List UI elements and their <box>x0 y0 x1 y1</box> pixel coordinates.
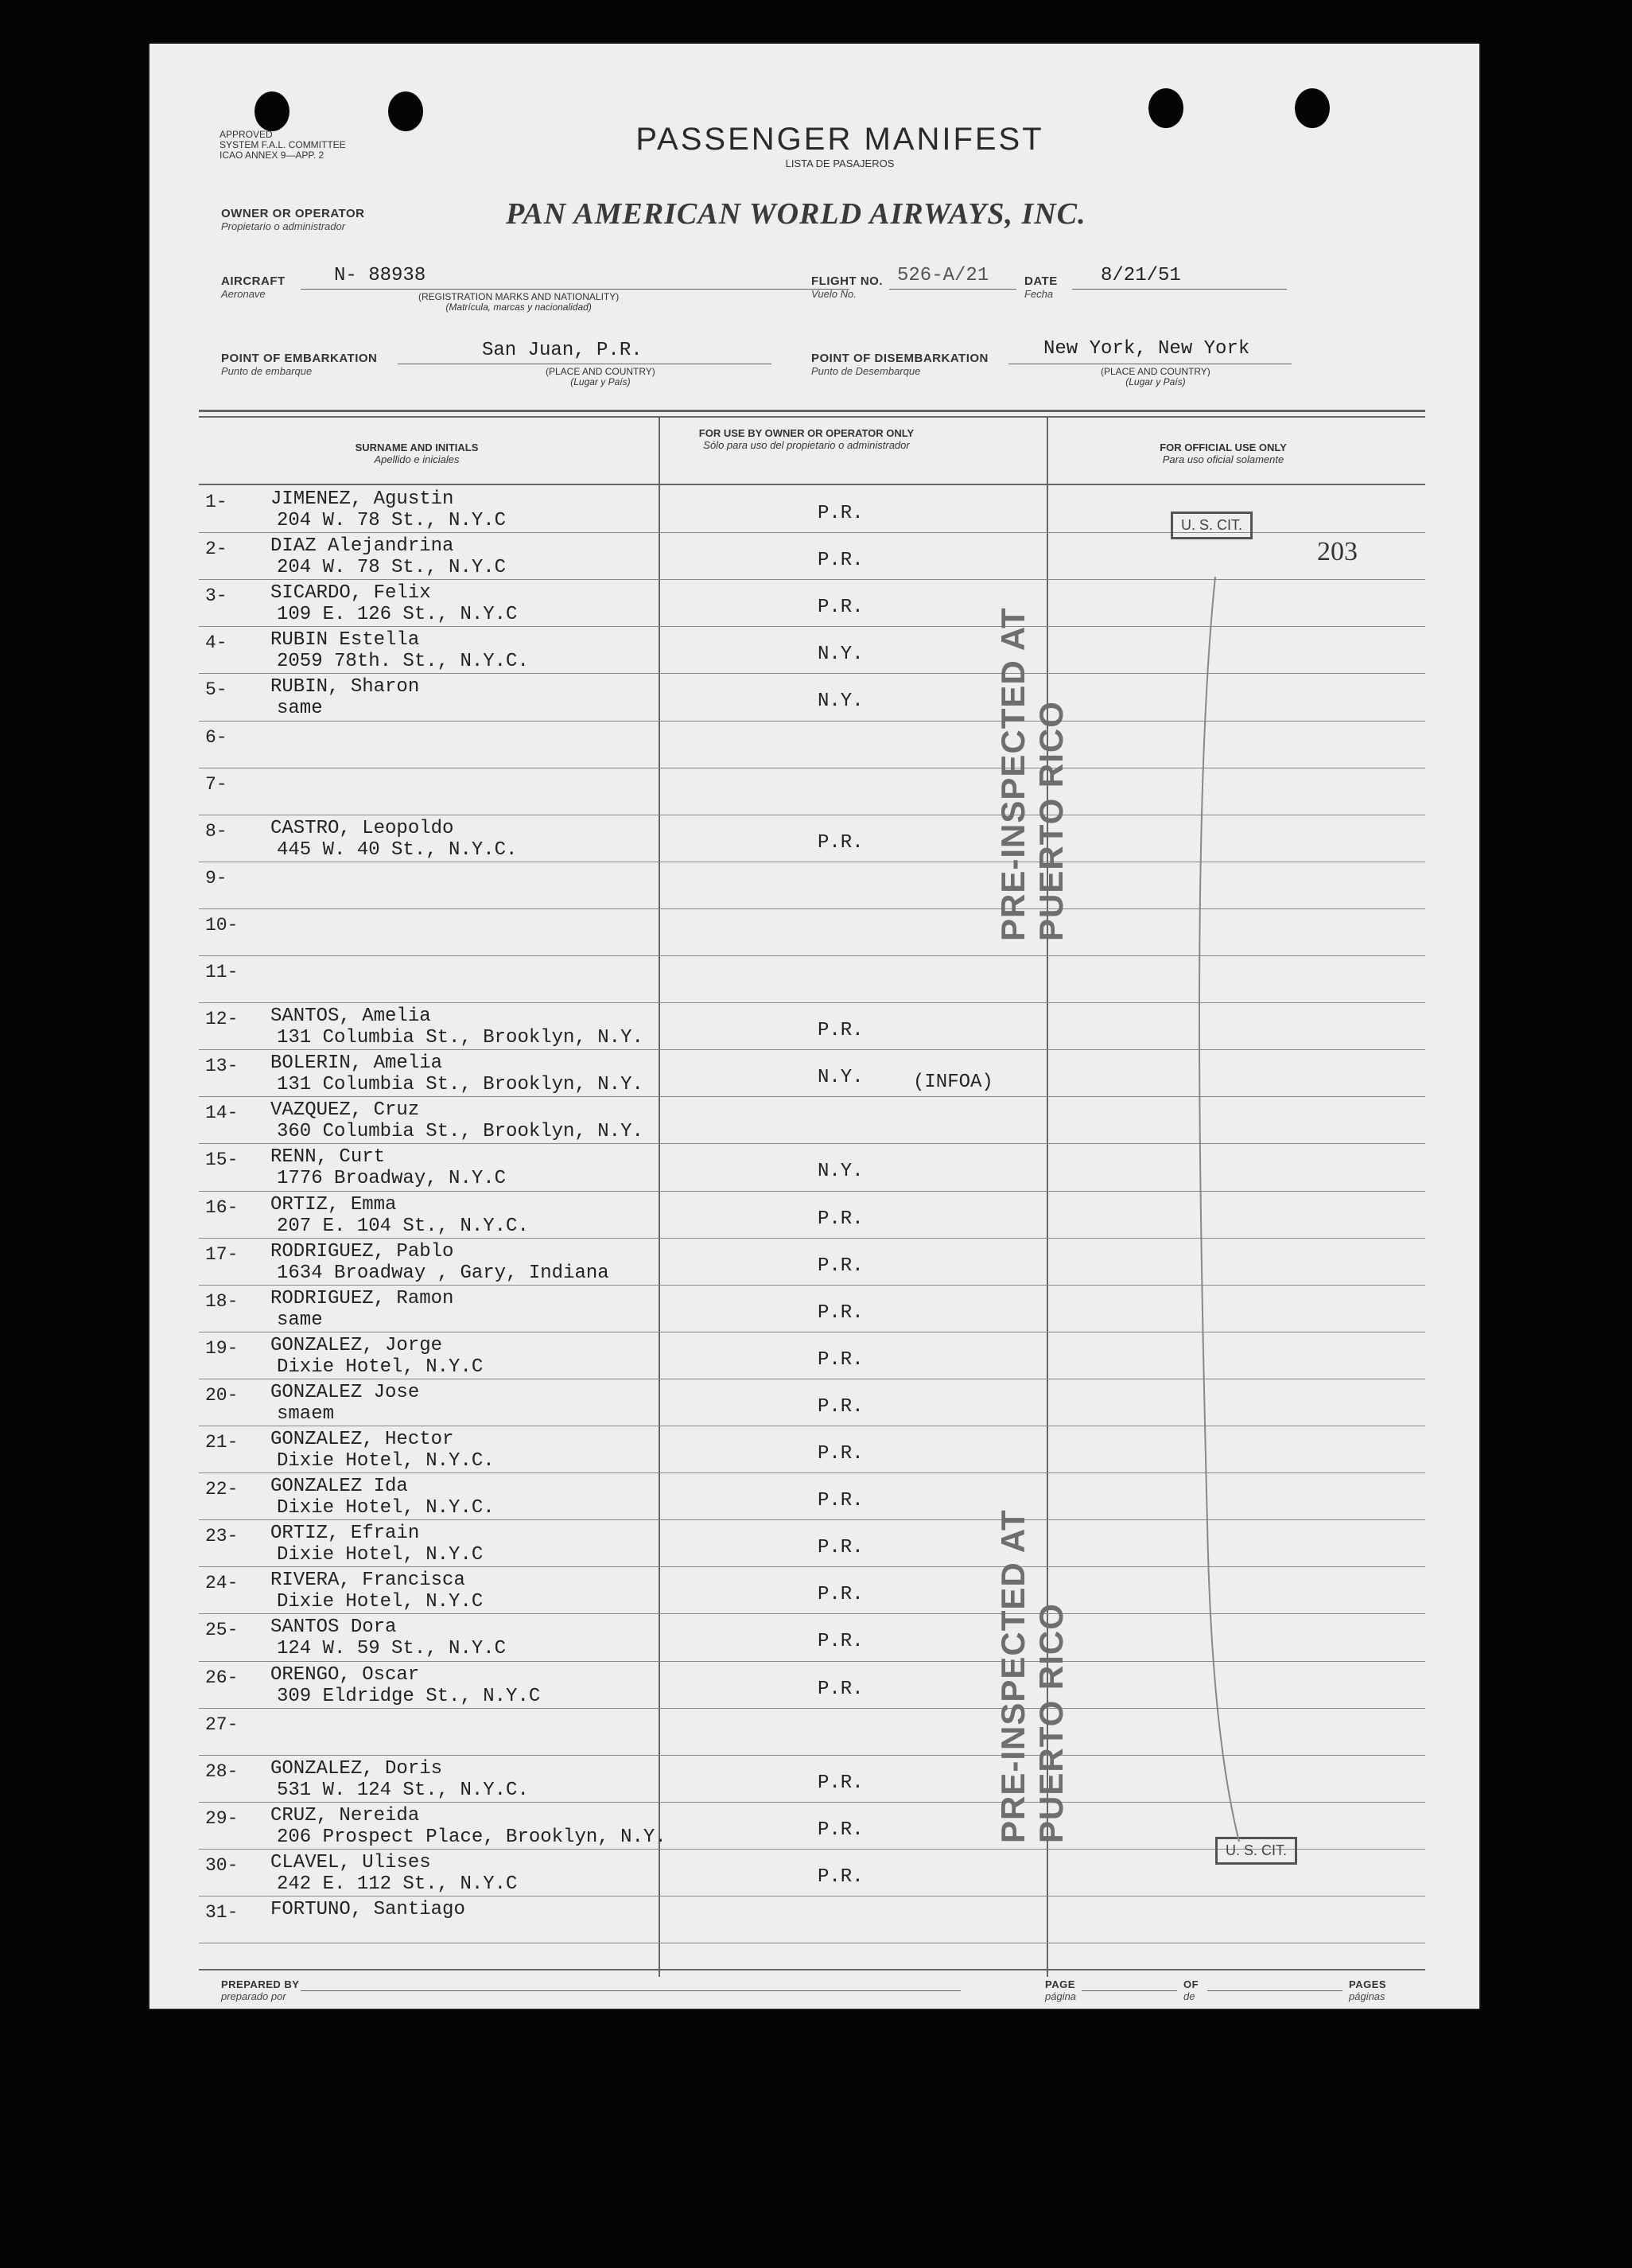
row-number: 24- <box>205 1573 239 1594</box>
aircraft-label <box>221 274 286 300</box>
page-label-text: PAGE <box>1045 1978 1075 1990</box>
row-number: 8- <box>205 820 227 842</box>
operator-code: P.R. <box>818 1537 864 1559</box>
prepared-label-text: PREPARED BY <box>221 1978 300 1990</box>
col-official-title: FOR OFFICIAL USE ONLY <box>1160 442 1287 453</box>
row-number: 23- <box>205 1526 239 1547</box>
page-title <box>585 122 1094 169</box>
passenger-name: SANTOS, Amelia <box>270 1006 431 1028</box>
row-number: 1- <box>205 492 227 512</box>
passenger-address: 309 Eldridge St., N.Y.C <box>277 1685 541 1707</box>
aircraft-note <box>418 292 619 313</box>
flight-underline <box>889 289 1016 290</box>
date-label <box>1024 274 1058 300</box>
operator-code: P.R. <box>818 503 864 524</box>
date-underline <box>1072 289 1287 290</box>
row-number: 19- <box>205 1337 239 1359</box>
embark-value: San Juan, P.R. <box>482 340 643 361</box>
table-top-rule <box>199 410 1425 412</box>
passenger-address: 206 Prospect Place, Brooklyn, N.Y. <box>277 1826 666 1848</box>
row-number: 28- <box>205 1760 239 1782</box>
operator-code: P.R. <box>818 1819 864 1841</box>
operator-code: P.R. <box>818 1772 864 1794</box>
passenger-name: RODRIGUEZ, Pablo <box>270 1240 454 1262</box>
embark-note-sub: (Lugar y País) <box>570 376 631 387</box>
operator-code: P.R. <box>818 1631 864 1653</box>
row-number: 15- <box>205 1150 239 1171</box>
punch-hole <box>388 91 423 131</box>
row-number: 5- <box>205 679 227 701</box>
disembark-value: New York, New York <box>1043 338 1250 360</box>
disembark-label-text: POINT OF DISEMBARKATION <box>811 352 989 365</box>
passenger-address: Dixie Hotel, N.Y.C. <box>277 1497 495 1519</box>
table-top-rule <box>199 416 1425 418</box>
passenger-address: smaem <box>277 1402 335 1425</box>
punch-hole <box>1148 88 1183 128</box>
operator-code: P.R. <box>818 1208 864 1230</box>
passenger-name: CRUZ, Nereida <box>270 1804 420 1826</box>
row-number: 17- <box>205 1243 239 1265</box>
passenger-address: 242 E. 112 St., N.Y.C <box>277 1873 518 1895</box>
preinspected-stamp: PRE-INSPECTED AT PUERTO RICO <box>994 607 1070 941</box>
operator-code: P.R. <box>818 597 864 619</box>
row-number: 26- <box>205 1667 239 1688</box>
passenger-name: RUBIN Estella <box>270 629 420 652</box>
us-cit-stamp: U. S. CIT. <box>1171 512 1253 539</box>
passenger-name: GONZALEZ Ida <box>270 1476 408 1498</box>
embark-note <box>546 367 655 387</box>
punch-hole <box>255 91 289 131</box>
operator-code: P.R. <box>818 1255 864 1277</box>
row-number: 29- <box>205 1807 239 1829</box>
disembark-label <box>811 352 989 377</box>
approval-line: APPROVED <box>220 129 273 140</box>
col-owner-sub: Sólo para uso del propietario o administrador <box>703 439 910 451</box>
passenger-address: 360 Columbia St., Brooklyn, N.Y. <box>277 1121 643 1143</box>
pages-label-sub: páginas <box>1349 1990 1385 2002</box>
approval-line: ICAO ANNEX 9—APP. 2 <box>220 150 324 161</box>
operator-code: P.R. <box>818 1301 864 1324</box>
operator-name: PAN AMERICAN WORLD AIRWAYS, INC. <box>506 197 1086 231</box>
col-owner-header <box>671 427 942 451</box>
passenger-name: ORTIZ, Efrain <box>270 1523 420 1545</box>
operator-code: P.R. <box>818 1490 864 1512</box>
passenger-name: FORTUNO, Santiago <box>270 1899 465 1920</box>
column-divider <box>659 418 660 1977</box>
flight-label-text: FLIGHT NO. <box>811 274 883 288</box>
us-cit-stamp: U. S. CIT. <box>1215 1837 1297 1865</box>
passenger-name: GONZALEZ Jose <box>270 1381 420 1403</box>
pages-label-text: PAGES <box>1349 1978 1387 1990</box>
operator-code: N.Y. <box>818 1067 864 1089</box>
approval-block <box>220 130 346 161</box>
passenger-name: RODRIGUEZ, Ramon <box>270 1287 454 1309</box>
date-value: 8/21/51 <box>1101 265 1181 286</box>
passenger-address: Dixie Hotel, N.Y.C <box>277 1591 484 1613</box>
passenger-name: GONZALEZ, Doris <box>270 1757 443 1780</box>
date-label-text: DATE <box>1024 274 1058 288</box>
col-surname-header <box>218 442 616 465</box>
row-number: 14- <box>205 1103 239 1124</box>
operator-code: P.R. <box>818 1584 864 1606</box>
aircraft-underline <box>301 289 849 290</box>
col-surname-sub: Apellido e iniciales <box>374 453 460 465</box>
row-number: 12- <box>205 1009 239 1030</box>
passenger-address: 445 W. 40 St., N.Y.C. <box>277 838 518 861</box>
operator-code: P.R. <box>818 1020 864 1042</box>
passenger-name: CLAVEL, Ulises <box>270 1851 431 1873</box>
disembark-note-text: (PLACE AND COUNTRY) <box>1101 366 1210 377</box>
row-number: 30- <box>205 1854 239 1876</box>
row-number: 7- <box>205 773 227 795</box>
header-divider <box>199 484 1425 485</box>
flight-label-sub: Vuelo No. <box>811 288 857 300</box>
row-number: 10- <box>205 914 239 936</box>
operator-code: N.Y. <box>818 644 864 666</box>
passenger-address: Dixie Hotel, N.Y.C. <box>277 1450 495 1472</box>
disembark-note-sub: (Lugar y País) <box>1125 376 1186 387</box>
manifest-sheet <box>150 44 1479 2009</box>
row-number: 18- <box>205 1290 239 1312</box>
passenger-address: 131 Columbia St., Brooklyn, N.Y. <box>277 1027 643 1049</box>
passenger-address: Dixie Hotel, N.Y.C <box>277 1356 484 1378</box>
operator-code: P.R. <box>818 831 864 854</box>
operator-code: P.R. <box>818 1865 864 1888</box>
col-official-header <box>1064 442 1382 465</box>
approval-line: SYSTEM F.A.L. COMMITTEE <box>220 139 346 150</box>
row-number: 21- <box>205 1432 239 1453</box>
passenger-address: 2059 78th. St., N.Y.C. <box>277 651 529 673</box>
passenger-name: SICARDO, Felix <box>270 582 431 605</box>
of-underline <box>1207 1990 1343 1991</box>
passenger-name: BOLERIN, Amelia <box>270 1052 443 1075</box>
flight-value: 526-A/21 <box>897 265 989 286</box>
footer-rule <box>199 1969 1425 1970</box>
col-official-sub: Para uso oficial solamente <box>1162 453 1284 465</box>
passenger-name: SANTOS Dora <box>270 1616 397 1639</box>
row-number: 3- <box>205 585 227 607</box>
of-label-text: OF <box>1183 1978 1199 1990</box>
passenger-name: VAZQUEZ, Cruz <box>270 1099 420 1122</box>
passenger-address: 531 W. 124 St., N.Y.C. <box>277 1779 529 1801</box>
disembark-note <box>1101 367 1210 387</box>
passenger-address: 207 E. 104 St., N.Y.C. <box>277 1215 529 1237</box>
title-main: PASSENGER MANIFEST <box>635 122 1044 157</box>
passenger-address: 1776 Broadway, N.Y.C <box>277 1168 507 1190</box>
operator-code: P.R. <box>818 1348 864 1371</box>
embark-label-sub: Punto de embarque <box>221 365 313 377</box>
of-label-sub: de <box>1183 1990 1195 2002</box>
passenger-address: 204 W. 78 St., N.Y.C <box>277 557 507 579</box>
page-underline <box>1082 1990 1177 1991</box>
col-owner-title: FOR USE BY OWNER OR OPERATOR ONLY <box>698 427 915 439</box>
of-label <box>1183 1978 1199 2002</box>
operator-code: P.R. <box>818 1678 864 1700</box>
owner-label-text: OWNER OR OPERATOR <box>221 207 365 220</box>
row-number: 31- <box>205 1902 239 1923</box>
passenger-name: ORENGO, Oscar <box>270 1663 420 1686</box>
prepared-label <box>221 1978 299 2002</box>
row-number: 22- <box>205 1479 239 1500</box>
row-number: 11- <box>205 962 239 982</box>
col-surname-title: SURNAME AND INITIALS <box>355 442 479 453</box>
disembark-label-sub: Punto de Desembarque <box>811 365 921 377</box>
flight-label <box>811 274 883 300</box>
passenger-address: Dixie Hotel, N.Y.C <box>277 1544 484 1566</box>
passenger-name: ORTIZ, Emma <box>270 1193 397 1216</box>
row-number: 13- <box>205 1056 239 1077</box>
row-number: 2- <box>205 539 227 560</box>
aircraft-label-text: AIRCRAFT <box>221 274 286 288</box>
passenger-name: CASTRO, Leopoldo <box>270 817 454 839</box>
row-number: 6- <box>205 726 227 748</box>
embark-note-text: (PLACE AND COUNTRY) <box>546 366 655 377</box>
passenger-name: RENN, Curt <box>270 1146 386 1169</box>
passenger-name: GONZALEZ, Hector <box>270 1429 454 1450</box>
aircraft-note-text: (REGISTRATION MARKS AND NATIONALITY) <box>418 291 620 302</box>
punch-hole <box>1295 88 1330 128</box>
operator-code: N.Y. <box>818 691 864 713</box>
pencil-line <box>1183 569 1279 1873</box>
passenger-address: 131 Columbia St., Brooklyn, N.Y. <box>277 1074 643 1096</box>
passenger-name: GONZALEZ, Jorge <box>270 1334 443 1356</box>
row-number: 9- <box>205 867 227 889</box>
date-label-sub: Fecha <box>1024 288 1054 300</box>
passenger-address: same <box>277 698 323 720</box>
passenger-address: 1634 Broadway , Gary, Indiana <box>277 1262 609 1284</box>
passenger-address: 109 E. 126 St., N.Y.C <box>277 604 518 626</box>
owner-label <box>221 207 364 232</box>
preinspected-stamp: PRE-INSPECTED AT PUERTO RICO <box>994 1509 1070 1843</box>
operator-code: P.R. <box>818 550 864 572</box>
passenger-address: 204 W. 78 St., N.Y.C <box>277 510 507 531</box>
passenger-name: RIVERA, Francisca <box>270 1570 465 1592</box>
passenger-name: DIAZ Alejandrina <box>270 535 454 558</box>
row-number: 27- <box>205 1714 239 1735</box>
operator-code: P.R. <box>818 1395 864 1418</box>
aircraft-value: N- 88938 <box>334 265 426 286</box>
prepared-underline <box>301 1990 961 1991</box>
infoa-note: (INFOA) <box>913 1072 993 1093</box>
row-number: 20- <box>205 1384 239 1406</box>
prepared-label-sub: preparado por <box>221 1990 286 2002</box>
operator-code: P.R. <box>818 1443 864 1465</box>
passenger-name: RUBIN, Sharon <box>270 676 420 698</box>
operator-code: N.Y. <box>818 1161 864 1183</box>
row-number: 25- <box>205 1620 239 1641</box>
row-number: 16- <box>205 1196 239 1218</box>
embark-label <box>221 352 377 377</box>
passenger-name: JIMENEZ, Agustin <box>270 488 454 510</box>
embark-label-text: POINT OF EMBARKATION <box>221 352 378 365</box>
pages-label <box>1349 1978 1386 2002</box>
stamp-number: 203 <box>1317 537 1358 566</box>
passenger-address: 124 W. 59 St., N.Y.C <box>277 1638 507 1660</box>
aircraft-label-sub: Aeronave <box>221 288 266 300</box>
page-label-sub: página <box>1045 1990 1077 2002</box>
owner-label-sub: Propietario o administrador <box>221 220 346 232</box>
aircraft-note-sub: (Matrícula, marcas y nacionalidad) <box>445 301 592 313</box>
passenger-address: same <box>277 1309 323 1331</box>
title-sub: LISTA DE PASAJEROS <box>785 158 895 169</box>
page-label <box>1045 1978 1076 2002</box>
row-number: 4- <box>205 632 227 654</box>
